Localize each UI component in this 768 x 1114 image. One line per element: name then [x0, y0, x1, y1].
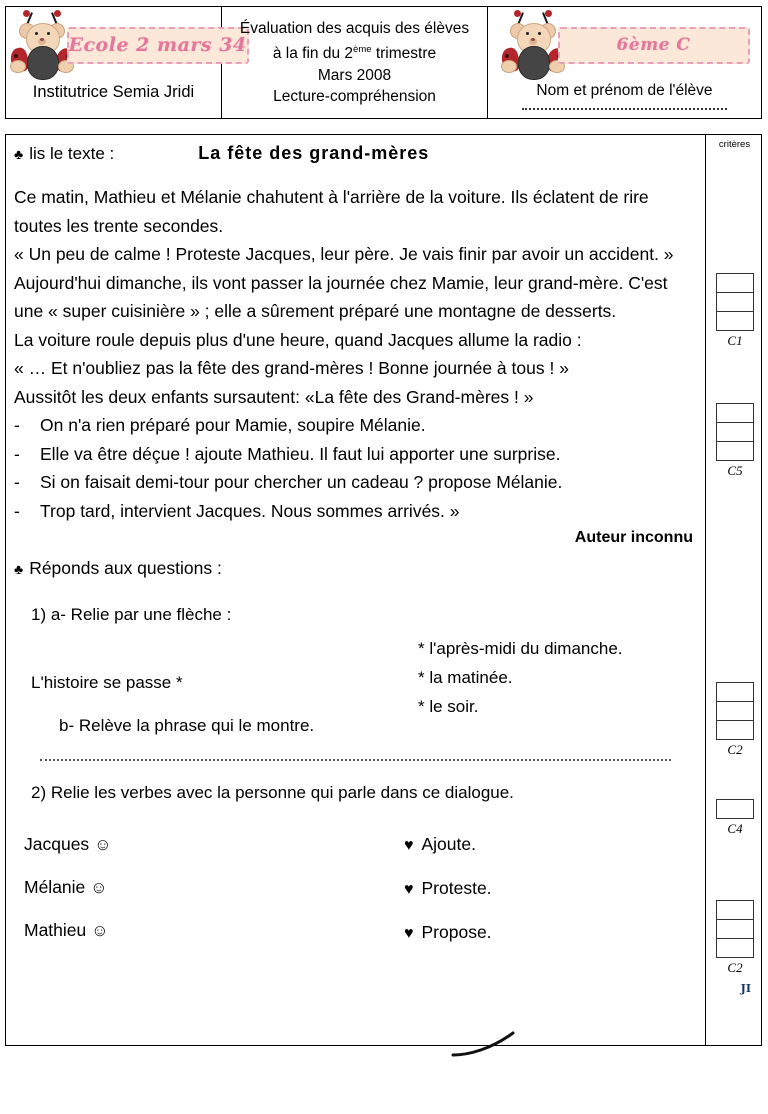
school-name-script: Ecole 2 mars 34	[68, 34, 247, 56]
heart-icon: ♥	[404, 881, 414, 898]
class-name-plate	[558, 27, 750, 64]
read-instruction-row	[14, 143, 697, 164]
smiley-icon: ☺	[90, 878, 108, 897]
question-1b-label: b- Relève la phrase qui le montre.	[59, 716, 315, 735]
criteria-box[interactable]	[716, 900, 754, 920]
person-name: Mathieu	[24, 920, 87, 940]
criteria-box[interactable]	[716, 403, 754, 423]
dialogue-line	[14, 440, 697, 469]
read-instruction-label: lis le texte :	[29, 144, 115, 163]
criteria-box[interactable]	[716, 292, 754, 312]
matching-verb-item[interactable]	[404, 911, 492, 955]
header-cell-school	[6, 7, 247, 118]
story-dialogue	[14, 411, 697, 525]
answer-instruction-label: Réponds aux questions :	[29, 558, 222, 578]
exam-term	[273, 39, 436, 64]
exam-term-sup: ème	[353, 44, 372, 56]
story-paragraph: Aujourd'hui dimanche, ils vont passer la journée chez Mamie, leur grand-mère. C'est une « super cuisinière » ; elle a sûrement préparé une montagne de desserts.	[14, 272, 668, 321]
student-name-input[interactable]	[522, 107, 727, 110]
dialogue-line	[14, 411, 697, 440]
exam-term-text: à la fin du 2	[272, 45, 354, 63]
ladybug-bear-icon	[500, 10, 566, 80]
class-logo	[500, 9, 750, 81]
header-table	[5, 6, 762, 119]
matching-left-item[interactable]: L'histoire se passe *	[31, 673, 183, 692]
criteria-box[interactable]	[716, 799, 754, 819]
dialogue-dash: -	[14, 443, 20, 464]
criteria-box[interactable]	[716, 273, 754, 293]
matching-verb-item[interactable]	[404, 867, 492, 911]
criteria-box[interactable]	[716, 720, 754, 740]
matching-persons-column	[24, 823, 111, 952]
exam-title: Évaluation des acquis des élèves	[239, 20, 470, 38]
story-paragraph: La voiture roule depuis plus d'une heure, quand Jacques allume la radio :	[14, 329, 582, 350]
school-logo	[9, 9, 247, 81]
matching-option[interactable]: * le soir.	[418, 697, 479, 716]
person-name: Mélanie	[24, 877, 86, 897]
criteria-group-c2-first	[716, 682, 754, 758]
dialogue-line	[14, 497, 697, 526]
criteria-label: C1	[727, 333, 743, 348]
matching-right-options	[418, 634, 623, 721]
verb-text: Propose.	[421, 922, 492, 942]
criteria-header: critères	[718, 139, 751, 150]
story-author: Auteur inconnu	[574, 529, 693, 546]
matching-person-item[interactable]	[24, 866, 111, 909]
criteria-group-c1	[716, 273, 754, 349]
criteria-group-c4	[716, 799, 754, 837]
matching-option[interactable]: * la matinée.	[418, 668, 513, 687]
dialogue-line	[14, 468, 697, 497]
criteria-box[interactable]	[716, 422, 754, 442]
story-paragraph: « Un peu de calme ! Proteste Jacques, leur père. Je vais finir par avoir un accident. »	[14, 244, 674, 264]
teacher-name: Institutrice Semia Jridi	[32, 83, 195, 101]
worksheet-content	[6, 135, 706, 1045]
criteria-box[interactable]	[716, 701, 754, 721]
criteria-box[interactable]	[716, 311, 754, 331]
criteria-label: C2	[727, 742, 743, 757]
verb-text: Proteste.	[421, 878, 492, 898]
criteria-box[interactable]	[716, 938, 754, 958]
question-2-matching	[14, 823, 697, 943]
matching-verbs-column	[404, 823, 492, 955]
matching-person-item[interactable]	[24, 909, 111, 952]
dialogue-text: Elle va être déçue ! ajoute Mathieu. Il faut lui apporter une surprise.	[40, 443, 561, 464]
story-title: La fête des grand-mères	[198, 143, 430, 163]
matching-option[interactable]: * l'après-midi du dimanche.	[418, 639, 623, 658]
heart-icon: ♥	[404, 925, 414, 942]
dialogue-dash: -	[14, 415, 20, 435]
exam-subject: Lecture-compréhension	[273, 87, 436, 105]
clubs-bullet-icon: ♣	[14, 561, 24, 577]
story-text	[14, 183, 697, 411]
criteria-box[interactable]	[716, 919, 754, 939]
exam-date: Mars 2008	[317, 66, 392, 84]
worksheet-frame	[5, 134, 762, 1046]
criteria-label: C4	[727, 821, 743, 836]
exam-term-suffix: trimestre	[371, 45, 437, 63]
answer-line-1b[interactable]	[40, 758, 671, 761]
criteria-group-c2-second	[716, 900, 754, 976]
question-1a-matching	[14, 630, 697, 724]
dialogue-text: Si on faisait demi-tour pour chercher un cadeau ? propose Mélanie.	[40, 472, 563, 492]
header-cell-student	[488, 7, 761, 118]
criteria-label: C2	[727, 960, 743, 975]
story-paragraph: Aussitôt les deux enfants sursautent: «La fête des Grand-mères ! »	[14, 386, 534, 407]
criteria-group-c5	[716, 403, 754, 479]
criteria-box[interactable]	[716, 441, 754, 461]
teacher-initials-mark: JI	[740, 982, 751, 995]
person-name: Jacques	[24, 834, 90, 854]
dialogue-text: Trop tard, intervient Jacques. Nous sommes arrivés. »	[40, 500, 460, 521]
answer-instruction-row	[14, 558, 697, 579]
verb-text: Ajoute.	[421, 834, 476, 854]
smiley-icon: ☺	[94, 835, 112, 854]
class-name-script: 6ème C	[616, 35, 691, 55]
question-1a-label: 1) a- Relie par une flèche :	[31, 605, 232, 624]
dialogue-text: On n'a rien préparé pour Mamie, soupire Mélanie.	[40, 415, 426, 435]
header-cell-exam-info	[222, 7, 488, 118]
dialogue-dash: -	[14, 500, 20, 521]
criteria-label: C5	[727, 463, 743, 478]
matching-person-item[interactable]	[24, 823, 111, 866]
ladybug-bear-icon	[9, 10, 75, 80]
criteria-box[interactable]	[716, 682, 754, 702]
smiley-icon: ☺	[91, 921, 109, 940]
story-paragraph: « … Et n'oubliez pas la fête des grand-mères ! Bonne journée à tous ! »	[14, 358, 569, 378]
dialogue-dash: -	[14, 472, 20, 492]
matching-verb-item[interactable]	[404, 823, 492, 867]
student-name-label: Nom et prénom de l'élève	[536, 82, 713, 99]
heart-icon: ♥	[404, 837, 414, 854]
clubs-bullet-icon: ♣	[14, 146, 24, 162]
story-paragraph: Ce matin, Mathieu et Mélanie chahutent à l'arrière de la voiture. Ils éclatent de rire toutes les trente secondes.	[14, 187, 649, 236]
criteria-column	[707, 135, 762, 1045]
question-2-label: 2) Relie les verbes avec la personne qui parle dans ce dialogue.	[31, 783, 514, 802]
